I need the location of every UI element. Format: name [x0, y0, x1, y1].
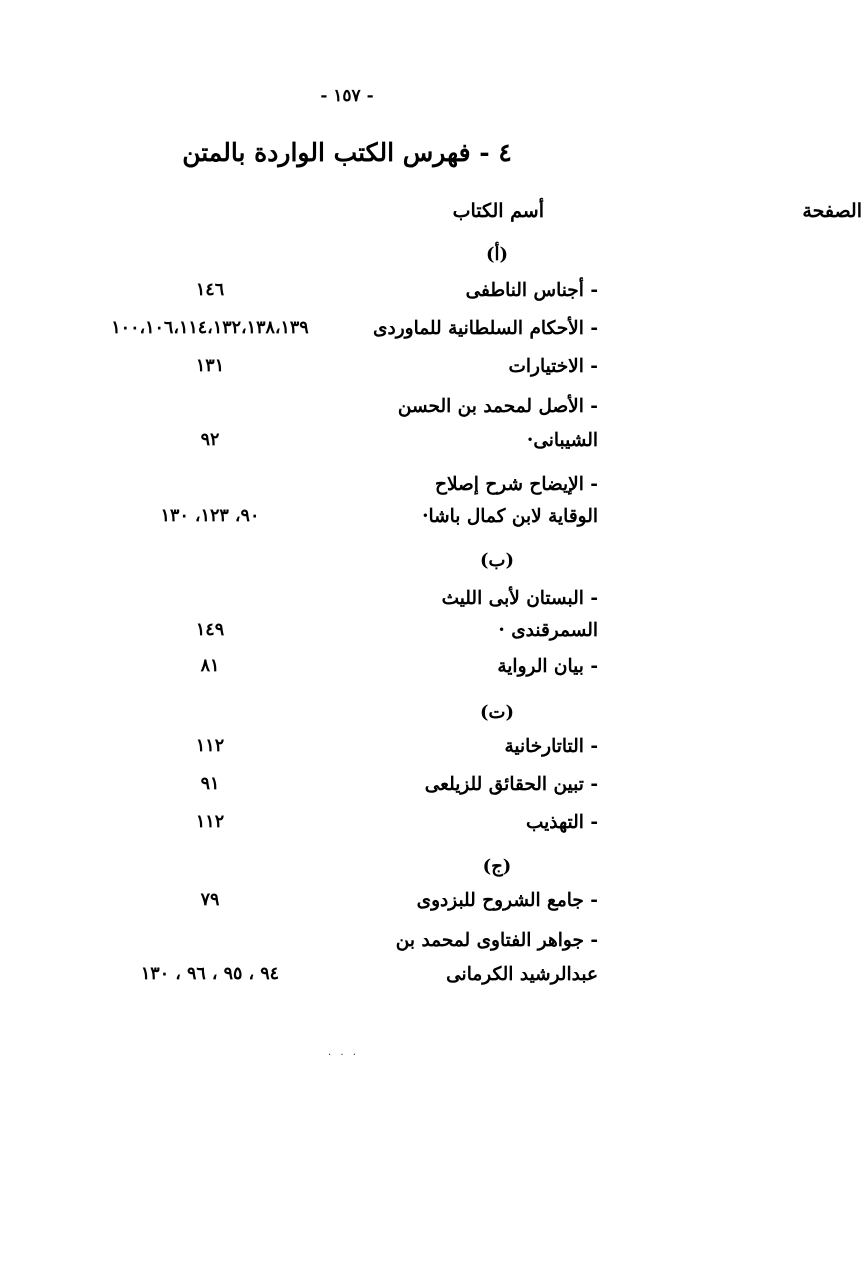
entry-title: - جامع الشروح للبزدوى: [416, 890, 598, 911]
index-entry: [0, 588, 694, 622]
entry-title: - التاتارخانية: [504, 736, 598, 757]
index-entry: [0, 396, 694, 430]
entry-title: - تبين الحقائق للزيلعى: [424, 774, 598, 795]
column-header-book: أسم الكتاب: [452, 200, 544, 222]
entry-pages: ١٣١: [195, 356, 225, 376]
letter-heading-ba: [0, 550, 694, 571]
entry-title: - الأحكام السلطانية للماوردى: [373, 318, 598, 339]
index-entry: [0, 318, 694, 352]
page-number: - ١٥٧ -: [320, 86, 374, 106]
entry-title: - الاختيارات: [508, 356, 598, 377]
index-entry: [0, 474, 694, 508]
entry-pages: ٧٩: [200, 890, 220, 910]
index-entry: [0, 774, 694, 808]
index-entry-continuation: [0, 506, 694, 540]
index-entry: [0, 280, 694, 314]
index-entry: [0, 890, 694, 924]
letter-heading-label: (ب): [480, 550, 514, 571]
entry-pages: ١٤٩: [195, 620, 225, 640]
entry-title: الشيبانى·: [526, 430, 598, 451]
entry-pages: ١٤٦: [195, 280, 225, 300]
entry-pages: ٩١: [200, 774, 220, 794]
entry-pages: ٨١: [200, 656, 220, 676]
entry-pages: ٩٠، ١٢٣، ١٣٠: [160, 506, 260, 526]
index-entry: [0, 736, 694, 770]
index-entry-continuation: [0, 964, 694, 998]
entry-pages: ١١٢: [195, 812, 225, 832]
entry-title: - جواهر الفتاوى لمحمد بن: [395, 930, 598, 951]
index-entry-continuation: [0, 620, 694, 654]
entry-title: - بيان الرواية: [497, 656, 598, 677]
letter-heading-alif: [0, 244, 694, 265]
index-entry: [0, 930, 694, 964]
entry-title: - أجناس الناطفى: [465, 280, 598, 301]
page-title: ٤ - فهرس الكتب الواردة بالمتن: [182, 138, 512, 167]
entry-pages: ٩٤ ، ٩٥ ، ٩٦ ، ١٣٠: [140, 964, 280, 984]
entry-title: عبدالرشيد الكرمانى: [446, 964, 598, 985]
entry-pages: ٩٢: [200, 430, 220, 450]
footer-dots: · · ·: [328, 1050, 359, 1061]
entry-pages: ١٠٠،١٠٦،١١٤،١٣٢،١٣٨،١٣٩: [111, 318, 309, 338]
entry-title: - الإيضاح شرح إصلاح: [435, 474, 598, 495]
entry-title: - البستان لأبى الليث: [441, 588, 598, 609]
entry-title: الوقاية لابن كمال باشا·: [422, 506, 598, 527]
index-entry: [0, 356, 694, 390]
letter-heading-ta: [0, 702, 694, 723]
letter-heading-label: (ج): [482, 856, 512, 877]
index-entry: [0, 656, 694, 690]
entry-title: السمرقندى ·: [498, 620, 598, 641]
entry-title: - التهذيب: [525, 812, 598, 833]
letter-heading-label: (أ): [485, 244, 509, 265]
column-header-page: الصفحة: [802, 200, 862, 222]
index-entry: [0, 812, 694, 846]
entry-pages: ١١٢: [195, 736, 225, 756]
index-entry-continuation: [0, 430, 694, 464]
entry-title: - الأصل لمحمد بن الحسن: [397, 396, 598, 417]
letter-heading-label: (ت): [480, 702, 514, 723]
letter-heading-jim: [0, 856, 694, 877]
